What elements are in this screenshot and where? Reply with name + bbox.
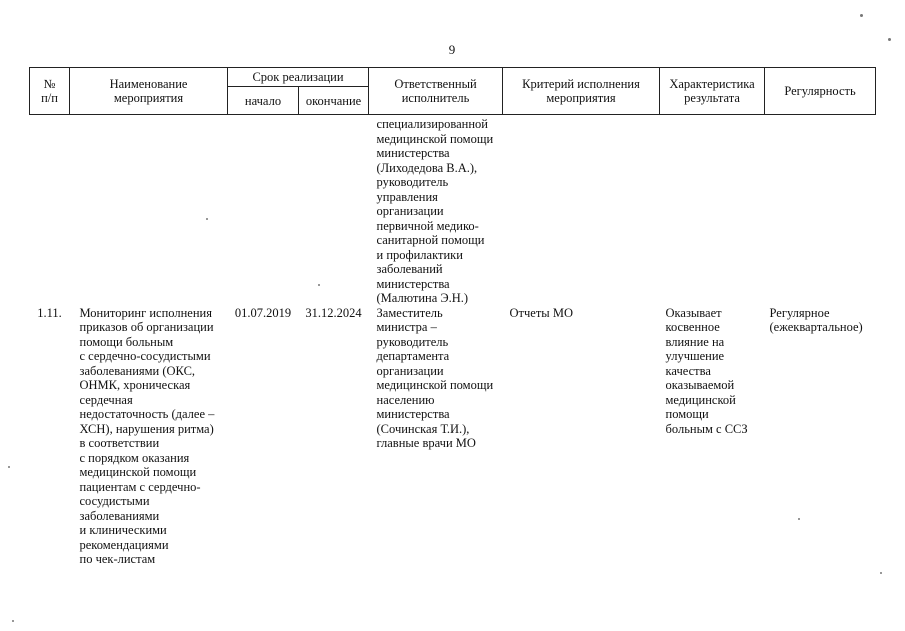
- header-regularity: Регулярность: [765, 68, 876, 115]
- row-criterion: Отчеты МО: [509, 305, 573, 320]
- header-activity-name: Наименование мероприятия: [70, 68, 228, 115]
- row-characteristic: Оказывает косвенное влияние на улучшение качества оказываемой медицинской помощи больным с ССЗ: [665, 305, 748, 436]
- header-start: начало: [228, 87, 299, 115]
- row-start-date: 01.07.2019: [234, 305, 292, 320]
- header-criterion: Критерий исполнения мероприятия: [503, 68, 660, 115]
- row-end-date: 31.12.2024: [305, 305, 362, 320]
- row-number: 1.11.: [37, 305, 62, 320]
- header-result-characteristic: Характеристика результата: [660, 68, 765, 115]
- scan-speck: [880, 572, 882, 574]
- continued-row: [30, 117, 876, 306]
- header-responsible-executor: Ответственный исполнитель: [369, 68, 503, 115]
- continued-executor-cell: специализированной медицинской помощи министерства (Лиходедова В.А.), руководитель управления организации первичной медико- санитарной помощи и профилактики заболеваний министерства (Малютина Э.Н.): [376, 117, 494, 305]
- scan-speck: [318, 284, 320, 286]
- scan-speck: [12, 620, 14, 622]
- page-number: 9: [448, 42, 456, 57]
- table-row: [30, 306, 876, 567]
- activity-table: [29, 67, 876, 567]
- header-number: № п/п: [30, 68, 70, 115]
- scan-speck: [860, 14, 863, 17]
- scan-speck: [888, 38, 891, 41]
- scan-speck: [8, 466, 10, 468]
- header-implementation-period: Срок реализации: [228, 68, 369, 87]
- scan-speck: [798, 518, 800, 520]
- header-end: окончание: [299, 87, 369, 115]
- scan-speck: [206, 218, 208, 220]
- row-activity-name: Мониторинг исполнения приказов об организации помощи больным с сердечно-сосудистыми заболеваниями (ОКС, ОНМК, хроническая сердечная недостаточность (далее – ХСН), нарушения ритма) в соответствии с порядком оказания медицинской помощи пациентам с сердечно- сосудистыми заболеваниями и клиническими рекомендациями по чек-листам: [79, 305, 215, 566]
- row-executor: Заместитель министра – руководитель департамента организации медицинской помощи населению министерства (Сочинская Т.И.), главные врачи МО: [376, 305, 494, 450]
- row-regularity: Регулярное (ежеквартальное): [769, 305, 863, 334]
